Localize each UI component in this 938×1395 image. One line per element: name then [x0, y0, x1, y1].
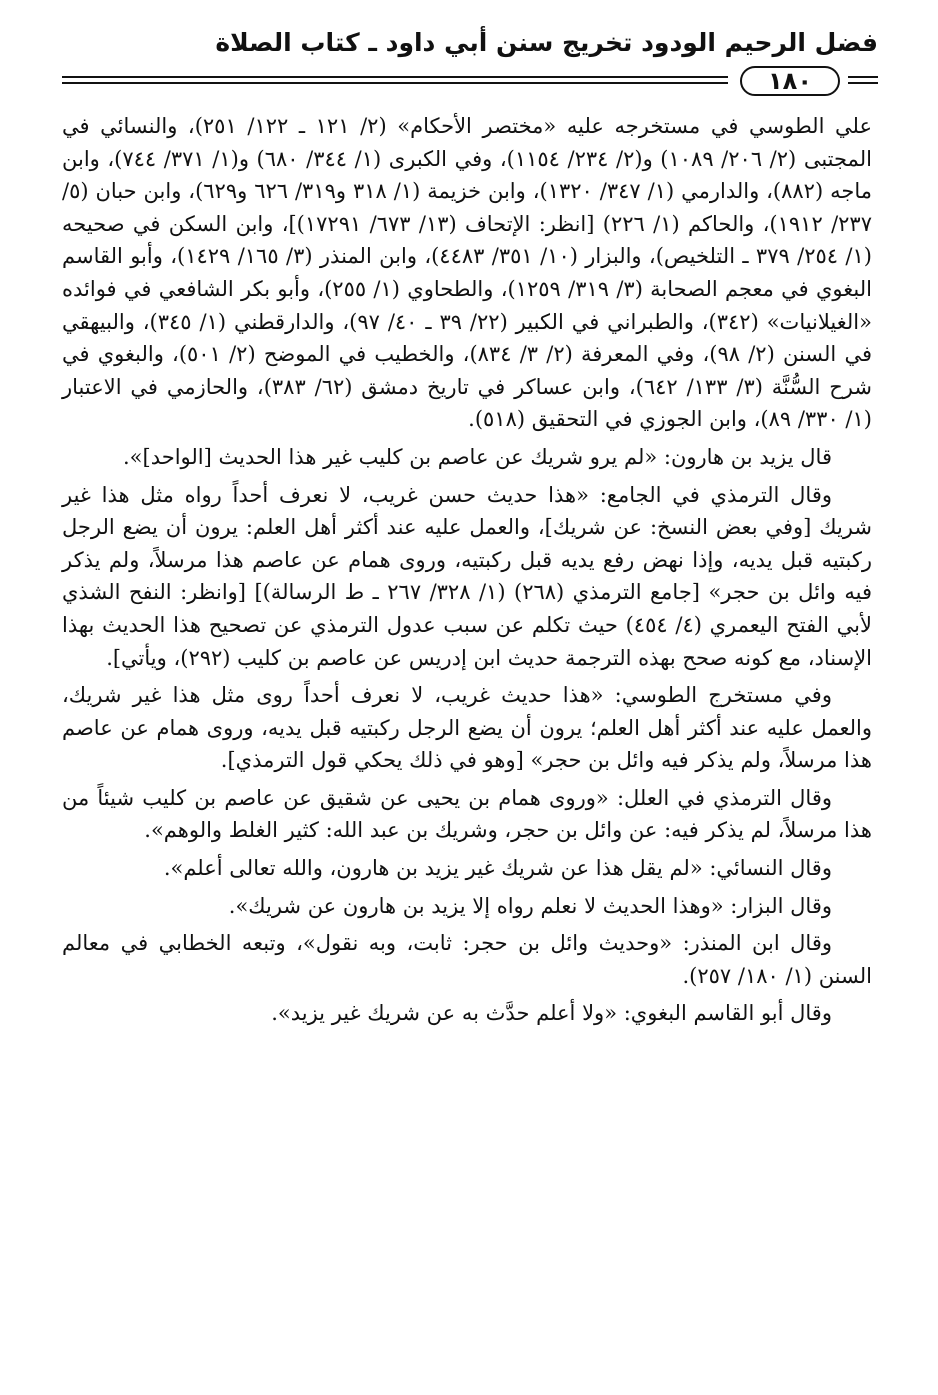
paragraph-tirmidhi-jami: وقال الترمذي في الجامع: «هذا حديث حسن غريب، لا نعرف أحداً رواه مثل هذا غير شريك [وفي بعض النسخ: عن شريك]، والعمل عليه عند أكثر أهل العلم: يرون أن يضع الرجل ركبتيه قبل يديه، وإذا نهض رفع يديه قبل ركبتيه، وروى همام عن عاصم هذا مرسلاً، ولم يذكر فيه وائل بن حجر» [جامع الترمذي (٢٦٨) (١/ ٣٢٨/ ٢٦٧ ـ ط الرسالة)] [وانظر: النفح الشذي لأبي الفتح اليعمري (٤/ ٤٥٤) حيث تكلم عن سبب عدول الترمذي عن تصحيح هذا الحديث بهذا الإسناد، مع كونه صحح بهذه الترجمة حديث ابن إدريس عن عاصم بن كليب (٢٩٢)، ويأتي]. — [62, 482, 873, 670]
paragraph-tirmidhi-ilal: وقال الترمذي في العلل: «وروى همام بن يحيى عن شقيق عن عاصم بن كليب شيئاً من هذا مرسلاً، لم يذكر فيه: عن وائل بن حجر، وشريك بن عبد الله: كثير الغلط والوهم». — [62, 785, 872, 843]
page-number: ١٨٠ — [740, 66, 840, 96]
header-rule-right — [848, 76, 878, 84]
paragraph-ibn-mundhir: وقال ابن المنذر: «وحديث وائل بن حجر: ثابت، وبه نقول»، وتبعه الخطابي في معالم السنن (١/ ١٨٠/ ٢٥٧). — [62, 931, 872, 988]
paragraph-nasai: وقال النسائي: «لم يقل هذا عن شريك غير يزيد بن هارون، والله تعالى أعلم». — [163, 856, 832, 881]
header-rule — [62, 66, 878, 98]
paragraph-tusi-mustakhraj: وفي مستخرج الطوسي: «هذا حديث غريب، لا نعرف أحداً روى مثل هذا غير شريك، والعمل عليه عند أكثر أهل العلم؛ يرون أن يضع الرجل ركبتيه قبل يديه، وروى همام عن عاصم هذا مرسلاً، ولم يذكر فيه وائل بن حجر» [وهو في ذلك يحكي قول الترمذي]. — [62, 683, 872, 773]
header-rule-left — [62, 76, 728, 84]
paragraph-baghawi: وقال أبو القاسم البغوي: «ولا أعلم حدَّث به عن شريك غير يزيد». — [271, 1001, 832, 1026]
paragraph-bazzar: وقال البزار: «وهذا الحديث لا نعلم رواه إلا يزيد بن هارون عن شريك». — [228, 893, 832, 918]
paragraph-citations: علي الطوسي في مستخرجه عليه «مختصر الأحكام» (٢/ ١٢١ ـ ١٢٢/ ٢٥١)، والنسائي في المجتبى (٢/ ٢٠٦/ ١٠٨٩) و(٢/ ٢٣٤/ ١١٥٤)، وفي الكبرى (١/ ٣٤٤/ ٦٨٠) و(١/ ٣٧١/ ٧٤٤)، وابن ماجه (٨٨٢)، والدارمي (١/ ٣٤٧/ ١٣٢٠)، وابن خزيمة (١/ ٣١٨ و٣١٩/ ٦٢٦ و٦٢٩)، وابن حبان (٥/ ٢٣٧/ ١٩١٢)، والحاكم (١/ ٢٢٦) [انظر: الإتحاف (١٣/ ٦٧٣/ ١٧٢٩١)]، وابن السكن في صحيحه (١/ ٢٥٤/ ٣٧٩ ـ التلخيص)، والبزار (١٠/ ٣٥١/ ٤٤٨٣)، وابن المنذر (٣/ ١٦٥/ ١٤٢٩)، وأبو القاسم البغوي في معجم الصحابة (٣/ ٣١٩/ ١٢٥٩)، والطحاوي (١/ ٢٥٥)، وأبو بكر الشافعي في فوائده «الغيلانيات» (٣٤٢)، والطبراني في الكبير (٢٢/ ٣٩ ـ ٤٠/ ٩٧)، والدارقطني (١/ ٣٤٥)، والبيهقي في السنن (٢/ ٩٨)، وفي المعرفة (٢/ ٣/ ٨٣٤)، والخطيب في الموضح (٢/ ٥٠١)، والبغوي في شرح السُّنَّة (٣/ ١٣٣/ ٦٤٢)، وابن عساكر في تاريخ دمشق (٦٢/ ٣٨٣)، والحازمي في الاعتبار (١/ ٣٣٠/ ٨٩)، وابن الجوزي في التحقيق (٥١٨). — [62, 114, 872, 432]
body-text — [62, 110, 872, 1035]
running-header: فضل الرحيم الودود تخريج سنن أبي داود ـ كتاب الصلاة — [215, 28, 878, 57]
paragraph-yazid-quote: قال يزيد بن هارون: «لم يرو شريك عن عاصم بن كليب غير هذا الحديث [الواحد]». — [123, 444, 832, 469]
